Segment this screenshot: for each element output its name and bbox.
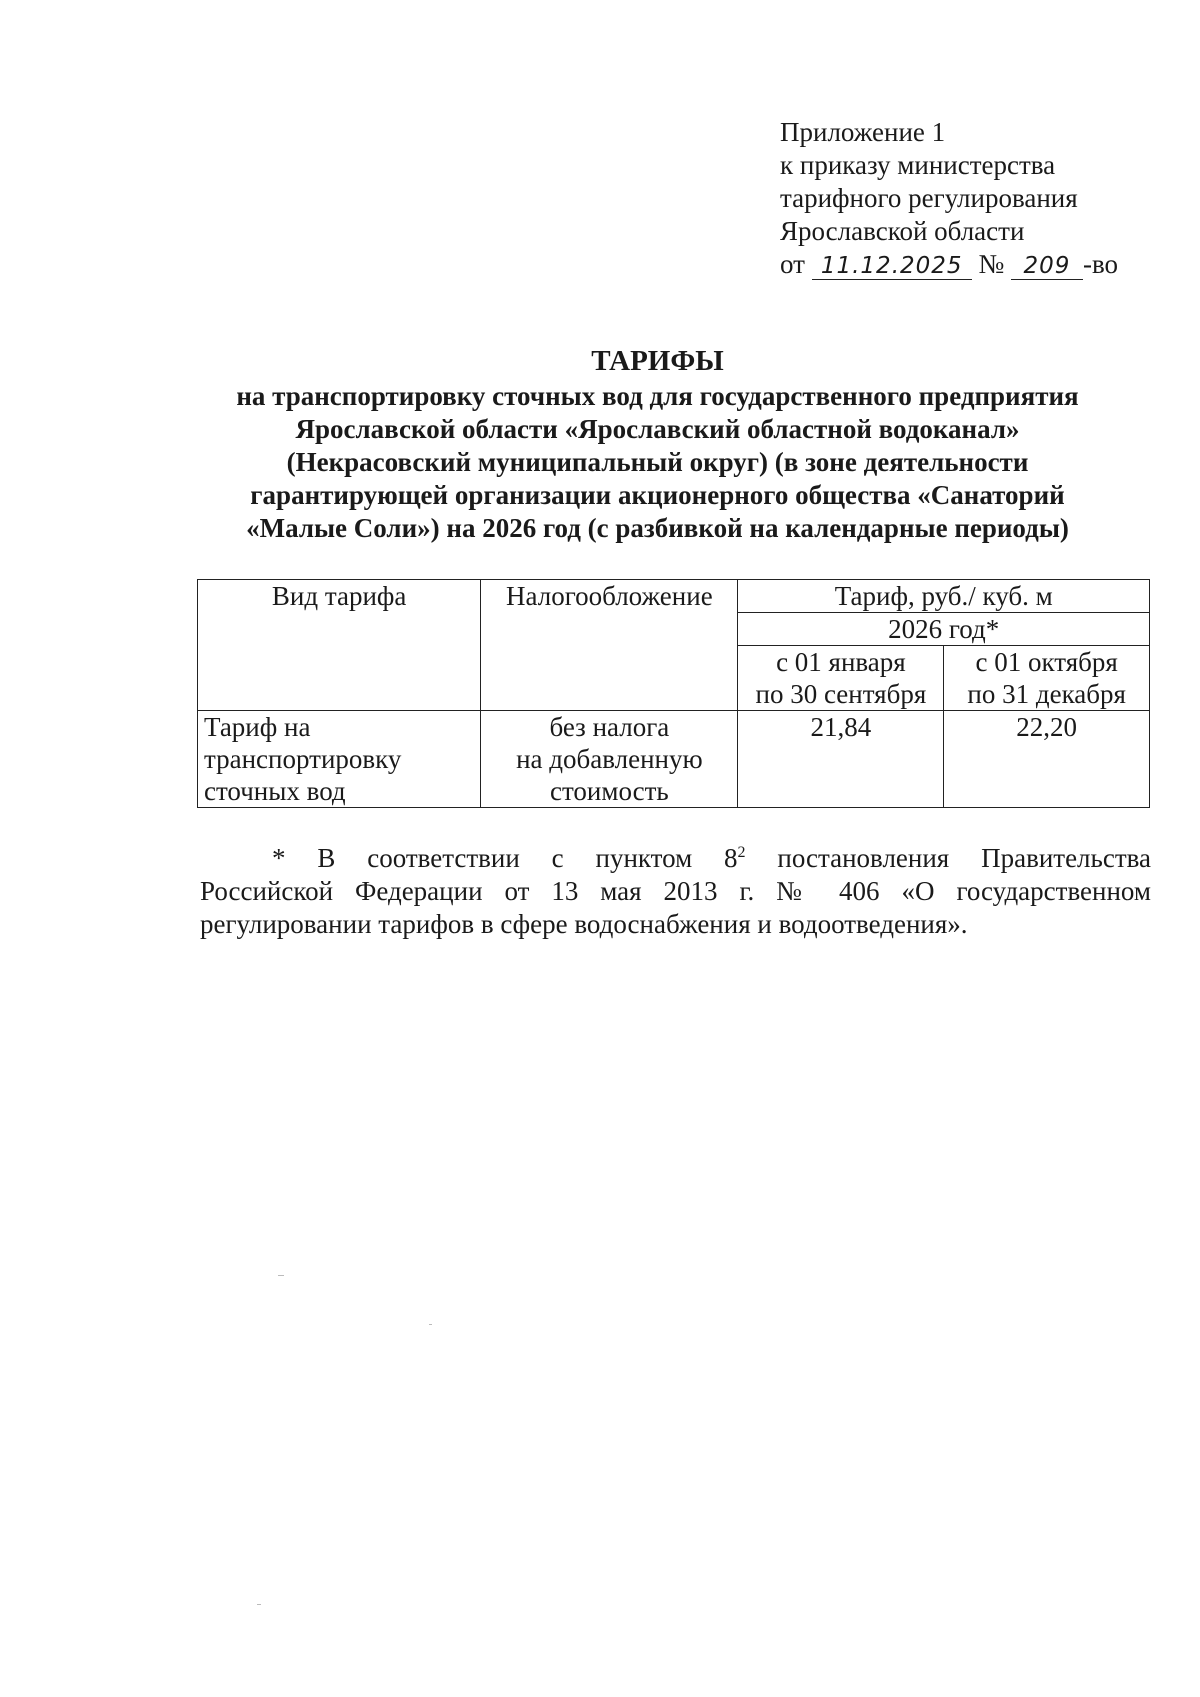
- header-period-1: [738, 646, 944, 711]
- appendix-line-2: к приказу министерства: [780, 150, 1056, 180]
- header-tariff-unit: Тариф, руб./ куб. м: [738, 580, 1150, 613]
- tariff-name-line-3: сточных вод: [204, 776, 346, 806]
- title-line-3: (Некрасовский муниципальный округ) (в зоне деятельности: [286, 447, 1029, 477]
- taxation-line-1: без налога: [549, 712, 670, 742]
- row-taxation: [481, 711, 738, 808]
- title-line-4: гарантирующей организации акционерного общества «Санаторий: [250, 480, 1065, 510]
- title-line-2: Ярославской области «Ярославский областной водоканал»: [295, 414, 1020, 444]
- table-header-row: [198, 580, 1150, 613]
- tariff-name-line-1: Тариф на: [204, 712, 311, 742]
- taxation-line-2: на добавленную: [516, 744, 703, 774]
- footnote-part-1: * В соответствии с пунктом 8: [272, 843, 738, 873]
- footnote-part-2: постановления Правительства: [745, 843, 1151, 873]
- from-prefix: от: [780, 249, 805, 279]
- header-taxation: Налогообложение: [481, 580, 738, 711]
- period-1-end: по 30 сентября: [755, 679, 927, 709]
- appendix-line-1: Приложение 1: [780, 117, 946, 147]
- period-2-start: с 01 октября: [975, 647, 1118, 677]
- handwritten-date: 11.12.2025: [812, 253, 972, 280]
- scan-speck: [257, 1604, 261, 1605]
- appendix-order-ref: [780, 248, 1118, 281]
- row-value-period-1: 21,84: [738, 711, 944, 808]
- title-line-5: «Малые Соли») на 2026 год (с разбивкой на календарные периоды): [246, 513, 1069, 543]
- title-main: ТАРИФЫ: [591, 345, 724, 377]
- title-line-1: на транспортировку сточных вод для государственного предприятия: [236, 381, 1079, 411]
- appendix-header: [780, 116, 1118, 281]
- number-suffix: -во: [1082, 249, 1119, 279]
- tariff-name-line-2: транспортировку: [204, 744, 402, 774]
- footnote: [200, 842, 1151, 941]
- header-period-2: [944, 646, 1150, 711]
- appendix-line-4: Ярославской области: [780, 216, 1025, 246]
- period-2-end: по 31 декабря: [967, 679, 1126, 709]
- row-tariff-name: [198, 711, 481, 808]
- period-1-start: с 01 января: [776, 647, 906, 677]
- row-value-period-2: 22,20: [944, 711, 1150, 808]
- footnote-rest: Российской Федерации от 13 мая 2013 г. № 406 «О государственном регулировании тарифов в сфере водоснабжения и водоотведения».: [200, 876, 1151, 939]
- header-tariff-type: Вид тарифа: [198, 580, 481, 711]
- footnote-line-1: [200, 842, 1151, 875]
- appendix-line-3: тарифного регулирования: [780, 183, 1078, 213]
- number-sign: №: [978, 249, 1005, 279]
- handwritten-number: 209: [1011, 253, 1083, 280]
- table-row: [198, 711, 1150, 808]
- document-title: [200, 345, 1115, 545]
- tariff-table: [197, 579, 1150, 808]
- scan-speck: [278, 1275, 284, 1276]
- scan-speck: [429, 1324, 432, 1325]
- footnote-superscript: 2: [737, 844, 746, 861]
- taxation-line-3: стоимость: [550, 776, 669, 806]
- header-year: 2026 год*: [738, 613, 1150, 646]
